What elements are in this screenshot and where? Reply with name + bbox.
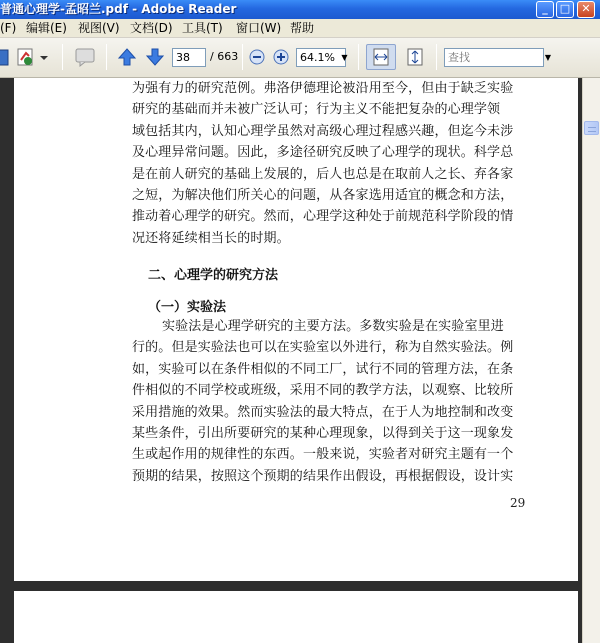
menu-document[interactable]: 文档(D) xyxy=(130,21,173,35)
toolbar xyxy=(0,38,600,78)
menu-bar xyxy=(0,19,600,38)
vertical-scrollbar[interactable] xyxy=(582,78,600,643)
toolbar-separator xyxy=(62,44,63,70)
search-input[interactable]: 查找 xyxy=(444,48,544,67)
text-line: 行的。但是实验法也可以在实验室以外进行，称为自然实验法。例 xyxy=(132,340,514,356)
page-number: 29 xyxy=(510,496,526,510)
text-line: 之短，为解决他们所关心的问题，从各家选用适宜的概念和方法， xyxy=(132,187,514,203)
sign-button[interactable] xyxy=(14,44,50,70)
page-number-input[interactable]: 38 xyxy=(172,48,206,67)
menu-help[interactable]: 帮助 xyxy=(290,21,315,35)
menu-edit[interactable]: 编辑(E) xyxy=(26,21,67,35)
text-line: 况还将延续相当长的时期。 xyxy=(132,230,290,246)
document-viewport[interactable] xyxy=(0,78,582,643)
close-button[interactable]: ✕ xyxy=(577,1,595,18)
comment-icon[interactable] xyxy=(72,44,98,70)
paragraph-2 xyxy=(132,316,542,487)
text-line: 生或起作用的规律性的东西。一般来说，实验者对研究主题有一个 xyxy=(132,447,514,463)
menu-window[interactable]: 窗口(W) xyxy=(236,21,282,35)
next-page-icon[interactable] xyxy=(144,44,166,70)
fit-width-button[interactable] xyxy=(366,44,396,70)
text-line: 为强有力的研究范例。弗洛伊德理论被沿用至今，但由于缺乏实验 xyxy=(132,81,514,96)
title-bar xyxy=(0,0,600,19)
toolbar-separator xyxy=(358,44,359,70)
pdf-page xyxy=(14,78,578,581)
text-line: 如，实验可以在条件相似的不同工厂，试行不同的管理方法，在条 xyxy=(132,361,514,377)
text-line: 某些条件，引出所要研究的某种心理现象，以得到关于这一现象发 xyxy=(132,425,514,441)
zoom-out-icon[interactable] xyxy=(248,44,266,70)
zoom-in-icon[interactable] xyxy=(272,44,290,70)
paragraph-1 xyxy=(132,78,542,249)
text-line: 采用措施的效果。然而实验法的最大特点，在于人为地控制和改变 xyxy=(132,404,514,420)
previous-page-icon[interactable] xyxy=(116,44,138,70)
text-line: 实验法是心理学研究的主要方法。多数实验是在实验室里进 xyxy=(162,319,504,334)
text-line: 件相似的不同学校或班级，采用不同的教学方法，以观察、比较所 xyxy=(132,383,514,399)
text-line: 是在前人研究的基础上发展的，后人也总是在取前人之长、弃各家 xyxy=(132,166,514,182)
save-icon[interactable] xyxy=(0,44,10,70)
section-heading: 二、心理学的研究方法 xyxy=(148,268,279,283)
text-line: 推动着心理学的研究。然而，心理学这种处于前规范科学阶段的情 xyxy=(132,209,514,225)
menu-view[interactable]: 视图(V) xyxy=(78,21,120,35)
zoom-level-field[interactable]: 64.1% xyxy=(296,48,346,67)
toolbar-separator xyxy=(242,44,243,70)
window-title: 普通心理学-孟昭兰.pdf - Adobe Reader xyxy=(0,2,237,16)
text-line: 预期的结果，按照这个预期的结果作出假设，再根据假设，设计实 xyxy=(132,468,514,484)
menu-tools[interactable]: 工具(T) xyxy=(182,21,223,35)
search-dropdown-arrow-icon[interactable]: ▼ xyxy=(544,53,552,62)
menu-file[interactable]: (F) xyxy=(0,21,17,35)
zoom-dropdown-arrow-icon[interactable]: ▼ xyxy=(341,53,348,62)
minimize-button[interactable]: _ xyxy=(536,1,554,18)
toolbar-separator xyxy=(436,44,437,70)
fit-page-button[interactable] xyxy=(402,44,428,70)
page-total: / 663 xyxy=(210,50,239,63)
toolbar-separator xyxy=(106,44,107,70)
text-line: 及心理异常问题。因此，多途径研究反映了心理学的现状。科学总 xyxy=(132,145,514,161)
scrollbar-thumb[interactable] xyxy=(584,121,599,135)
next-pdf-page xyxy=(14,591,578,643)
text-line: 域包括其内，认知心理学虽然对高级心理过程感兴趣，但迄今未涉 xyxy=(132,123,514,139)
subsection-heading: （一）实验法 xyxy=(148,300,227,315)
maximize-button[interactable]: □ xyxy=(556,1,574,18)
text-line: 研究的基础而并未被广泛认可；行为主义不能把复杂的心理学领 xyxy=(132,102,501,118)
